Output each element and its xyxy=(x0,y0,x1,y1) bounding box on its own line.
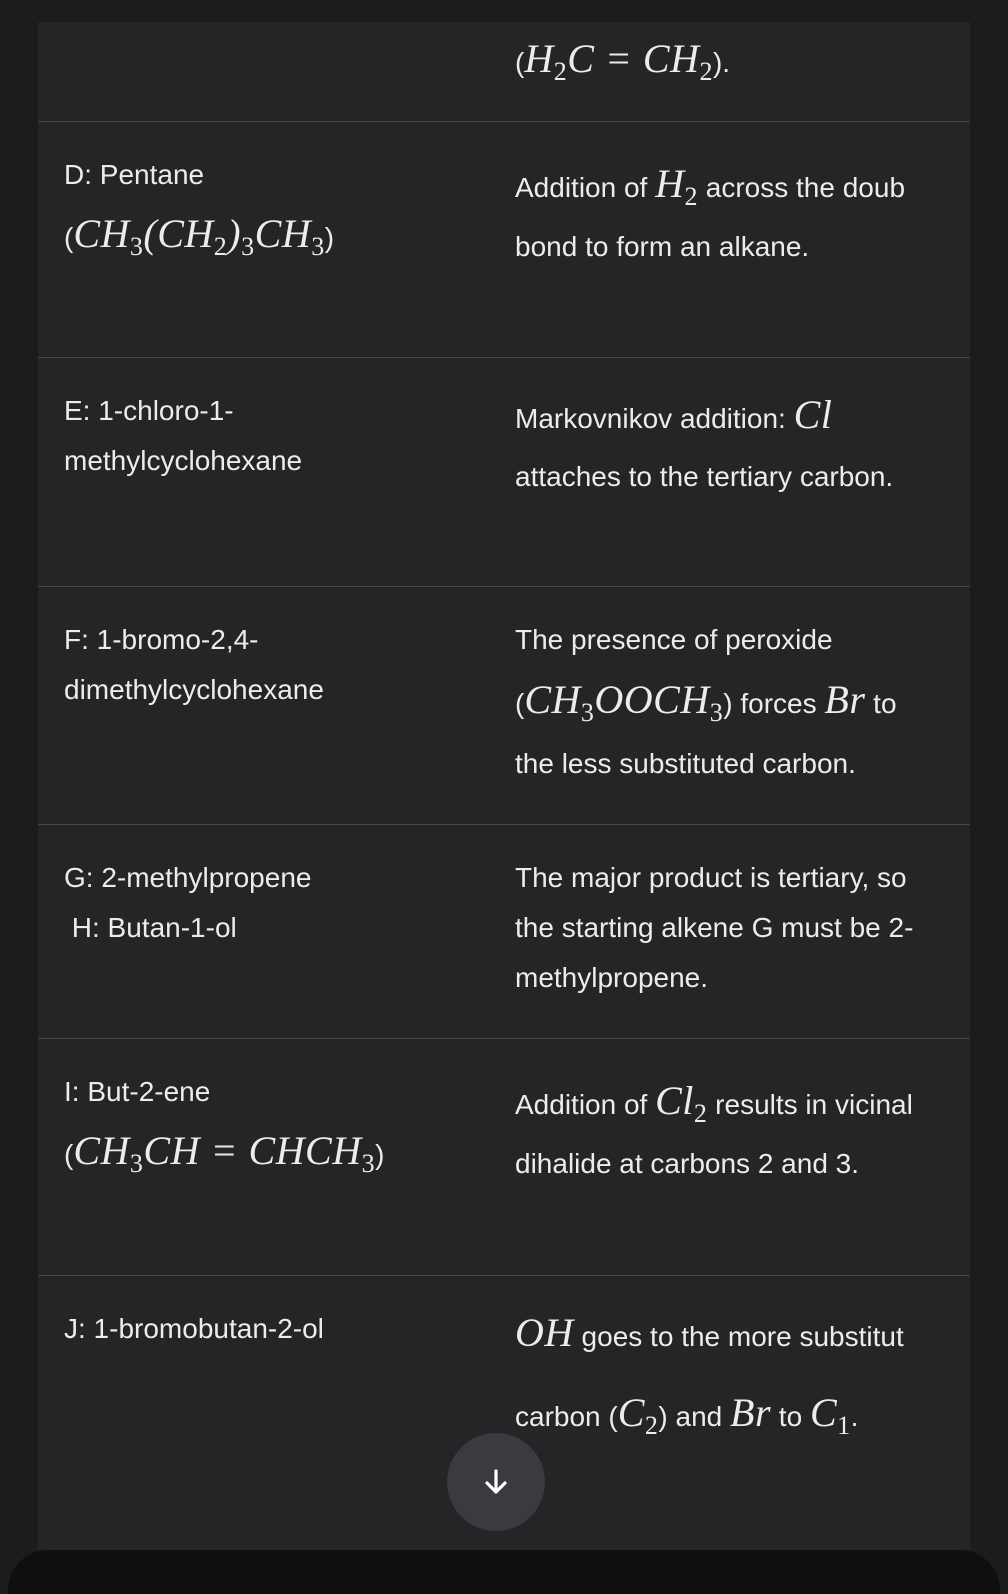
compound-cell xyxy=(64,150,484,272)
compound-cell xyxy=(64,1304,484,1354)
compound-cell xyxy=(64,615,484,715)
compound-name: G: 2-methylpropene xyxy=(64,862,312,893)
compound-formula: ($CH_3CH$ = $CHCH_3$) xyxy=(64,1128,385,1178)
explanation-line: The presence of peroxide xyxy=(515,624,833,655)
table-row xyxy=(38,22,970,122)
table-row xyxy=(38,825,970,1039)
compound-name: D: Pentane xyxy=(64,159,205,190)
explanation-cell xyxy=(515,853,970,1003)
compound-name: F: 1-bromo-2,4- xyxy=(64,624,259,655)
explanation-line: Addition of $H_2$ across the doub xyxy=(515,161,906,211)
explanation-line: Addition of $Cl_2$ results in vicinal xyxy=(515,1078,913,1128)
compound-cell xyxy=(64,386,484,486)
compound-name: dimethylcyclohexane xyxy=(64,674,324,705)
compound-name: methylcyclohexane xyxy=(64,445,303,476)
explanation-line: carbon $(C_2)$ and Br to $C_1$. xyxy=(515,1390,859,1440)
arrow-down-icon xyxy=(481,1467,511,1497)
explanation-line: the starting alkene G must be 2- xyxy=(515,912,914,943)
compound-cell xyxy=(64,1067,484,1189)
explanation-line: The major product is tertiary, so xyxy=(515,862,907,893)
scroll-down-button[interactable] xyxy=(447,1433,545,1531)
table-row xyxy=(38,587,970,825)
explanation-line: OH goes to the more substitut xyxy=(515,1310,904,1355)
explanation-line: dihalide at carbons 2 and 3. xyxy=(515,1148,860,1179)
explanation-cell xyxy=(515,150,970,272)
explanation-cell xyxy=(515,24,970,98)
explanation-cell xyxy=(515,382,970,502)
compound-cell xyxy=(64,853,484,953)
compound-name: J: 1-bromobutan-2-ol xyxy=(64,1313,324,1344)
explanation-cell xyxy=(515,1300,970,1460)
compound-name: I: But-2-ene xyxy=(64,1076,211,1107)
explanation-line: attaches to the tertiary carbon. xyxy=(515,461,894,492)
compound-name: H: Butan-1-ol xyxy=(64,912,237,943)
composer-bar xyxy=(8,1550,1000,1594)
table-row xyxy=(38,122,970,358)
explanation-line: $(CH_3OOCH_3)$ forces Br to xyxy=(515,677,897,727)
compound-formula: $(CH_3(CH_2)_3CH_3)$ xyxy=(64,211,335,261)
explanation-cell xyxy=(515,615,970,789)
explanation-line: bond to form an alkane. xyxy=(515,231,810,262)
explanation-line: methylpropene. xyxy=(515,962,709,993)
formula-ethene: $(H_2C = CH_2)$. xyxy=(515,36,731,86)
compound-name: E: 1-chloro-1- xyxy=(64,395,234,426)
table-row xyxy=(38,1039,970,1276)
answer-table xyxy=(38,22,970,1594)
explanation-line: the less substituted carbon. xyxy=(515,748,856,779)
table-row xyxy=(38,358,970,587)
explanation-line: Markovnikov addition: Cl xyxy=(515,392,833,437)
explanation-cell xyxy=(515,1067,970,1189)
